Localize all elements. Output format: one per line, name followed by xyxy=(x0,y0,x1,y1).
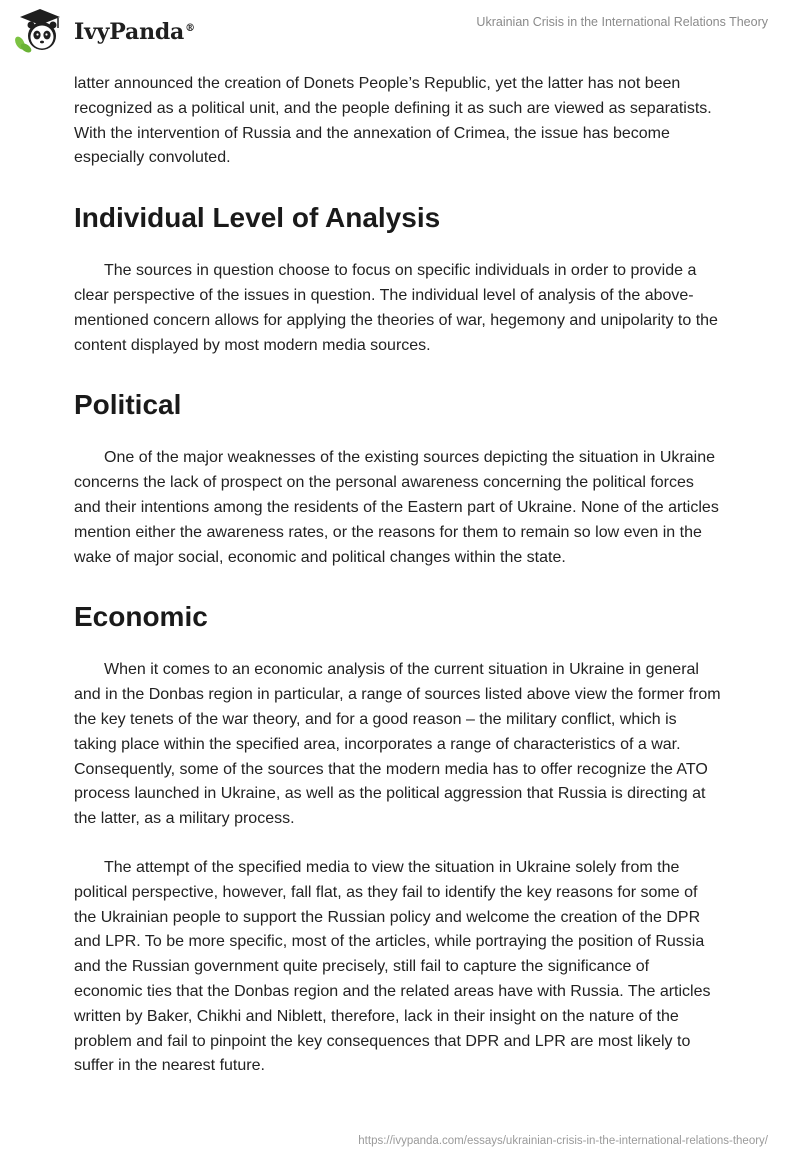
paragraph-individual-level: The sources in question choose to focus on specific individuals in order to provide a clear perspective of the issues in question. The individual level of analysis of the above-mentioned concern allows for applying the theories of war, hegemony and unipolarity to the content displayed by most modern media sources. xyxy=(74,262,718,354)
intro-paragraph: latter announced the creation of Donets People’s Republic, yet the latter has not been recognized as a political unit, and the people defining it as such are viewed as separatists. With the intervention of Russia and the annexation of Crimea, the issue has become especially convoluted. xyxy=(74,75,712,167)
panda-graduate-logo-icon xyxy=(14,7,66,55)
paragraph-economic-1: When it comes to an economic analysis of the current situation in Ukraine in general and in the Donbas region in particular, a range of sources listed above view the former from the key tenets of the war theory, and for a good reason – the military conflict, which is taking place within the specified area, incorporates a range of characteristics of a war. Consequently, some of the sources that the modern media has to offer recognize the ATO process launched in Ukraine, as well as the political aggression that Russia is directing at the latter, as a military process. xyxy=(74,661,721,828)
heading-political: Political xyxy=(74,389,182,421)
brand-logo[interactable] xyxy=(14,7,195,55)
source-url-link[interactable]: https://ivypanda.com/essays/ukrainian-crisis-in-the-international-relations-theory/ xyxy=(358,1135,768,1147)
heading-individual-level: Individual Level of Analysis xyxy=(74,202,441,234)
essay-content xyxy=(74,72,722,1079)
page-header xyxy=(0,0,800,60)
document-title: Ukrainian Crisis in the International Relations Theory xyxy=(476,15,768,29)
paragraph-political: One of the major weaknesses of the existing sources depicting the situation in Ukraine concerns the lack of prospect on the personal awareness concerning the political forces and their intentions among the residents of the Eastern part of Ukraine. None of the articles mention either the awareness rates, or the reasons for them to remain so low even in the wake of major social, economic and political changes within the state. xyxy=(74,449,719,566)
brand-name: IvyPanda® xyxy=(74,19,195,45)
heading-economic: Economic xyxy=(74,601,208,633)
paragraph-economic-2: The attempt of the specified media to view the situation in Ukraine solely from the political perspective, however, fall flat, as they fail to identify the key reasons for some of the Ukrainian people to support the Russian policy and welcome the creation of the DPR and LPR. To be more specific, most of the articles, while portraying the position of Russia and the Russian government quite precisely, still fail to capture the significance of economic ties that the Donbas region and the related areas have with Russia. The articles written by Baker, Chikhi and Niblett, therefore, lack in their insight on the nature of the problem and fail to pinpoint the key consequences that DPR and LPR are most likely to suffer in the nearest future. xyxy=(74,858,711,1075)
